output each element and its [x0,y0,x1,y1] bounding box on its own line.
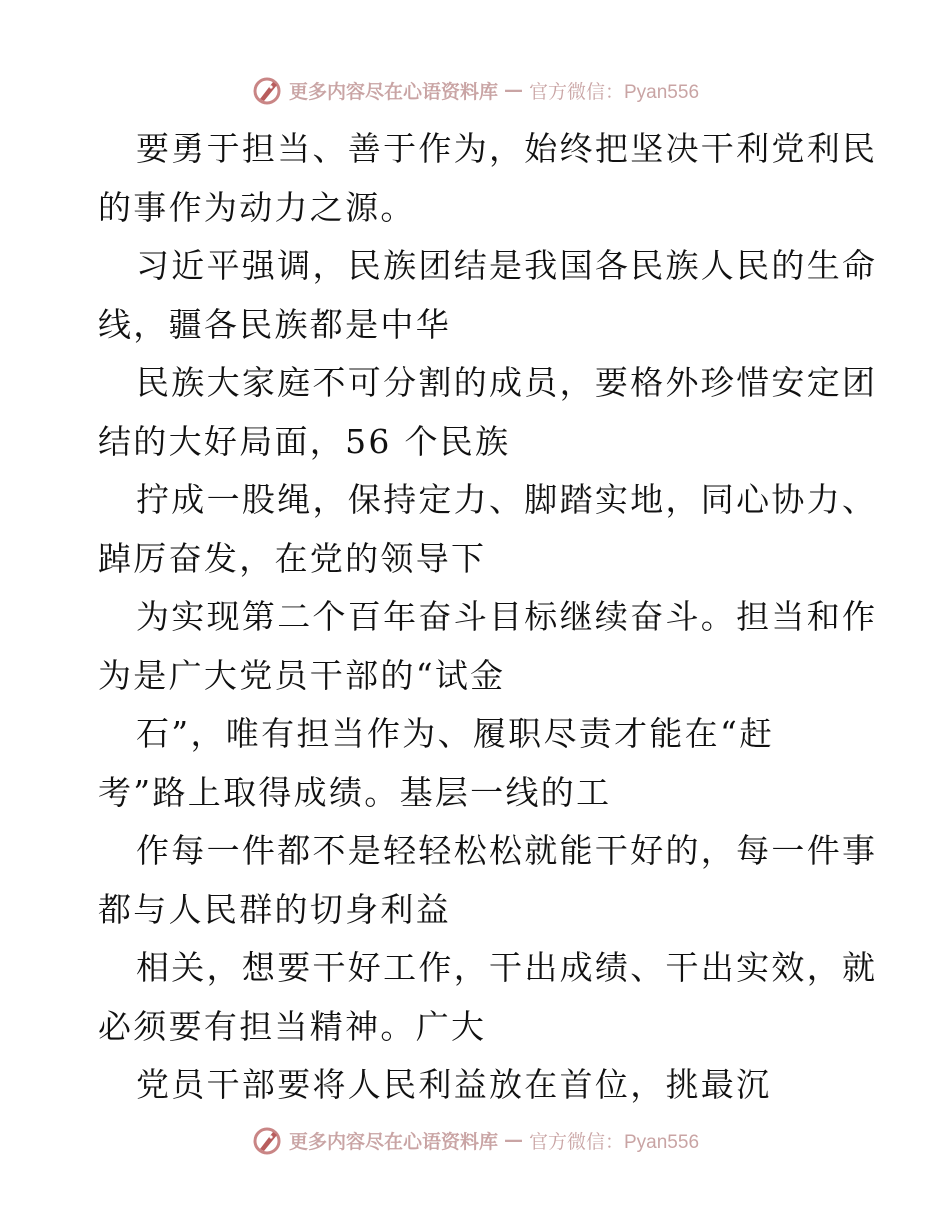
text-line: 线，疆各民族都是中华 [98,304,451,344]
text-line: 都与人民群的切身利益 [98,889,451,929]
text-line: 为实现第二个百年奋斗目标继续奋斗。担当和作 [136,597,878,636]
watermark-dash: — [504,79,523,101]
watermark-sub-text: 官方微信：Pyan556 [529,81,700,103]
text-line: 结的大好局面，56 个民族 [98,421,511,461]
text-line: 民族大家庭不可分割的成员，要格外珍惜安定团 [136,363,878,402]
watermark-main-text: 更多内容尽在心语资料库 [288,1130,498,1153]
text-line: 考”路上取得成绩。基层一线的工 [98,772,612,812]
text-line: 必须要有担当精神。广大 [98,1006,487,1046]
watermark-sub-text: 官方微信：Pyan556 [529,1131,700,1153]
text-line: 石”，唯有担当作为、履职尽责才能在“赶 [136,714,775,753]
footer-watermark [0,1120,950,1160]
text-line: 相关，想要干好工作，干出成绩、干出实效，就 [136,948,878,987]
text-line: 党员干部要将人民利益放在首位，挑最沉 [136,1065,772,1104]
text-line: 的事作为动力之源。 [98,187,416,227]
text-line: 要勇于担当、善于作为，始终把坚决干利党利民 [136,129,878,168]
watermark-dash: — [504,1129,523,1151]
pen-nib-circle-icon [251,74,283,106]
text-line: 踔厉奋发，在党的领导下 [98,538,487,578]
header-watermark [0,70,950,110]
pen-nib-circle-icon [251,1124,283,1156]
text-line: 拧成一股绳，保持定力、脚踏实地，同心协力、 [136,480,878,519]
text-line: 习近平强调，民族团结是我国各民族人民的生命 [136,246,878,285]
text-line: 为是广大党员干部的“试金 [98,655,506,695]
text-line: 作每一件都不是轻轻松松就能干好的，每一件事 [136,831,878,870]
watermark-main-text: 更多内容尽在心语资料库 [288,80,498,103]
document-body [98,120,878,1115]
